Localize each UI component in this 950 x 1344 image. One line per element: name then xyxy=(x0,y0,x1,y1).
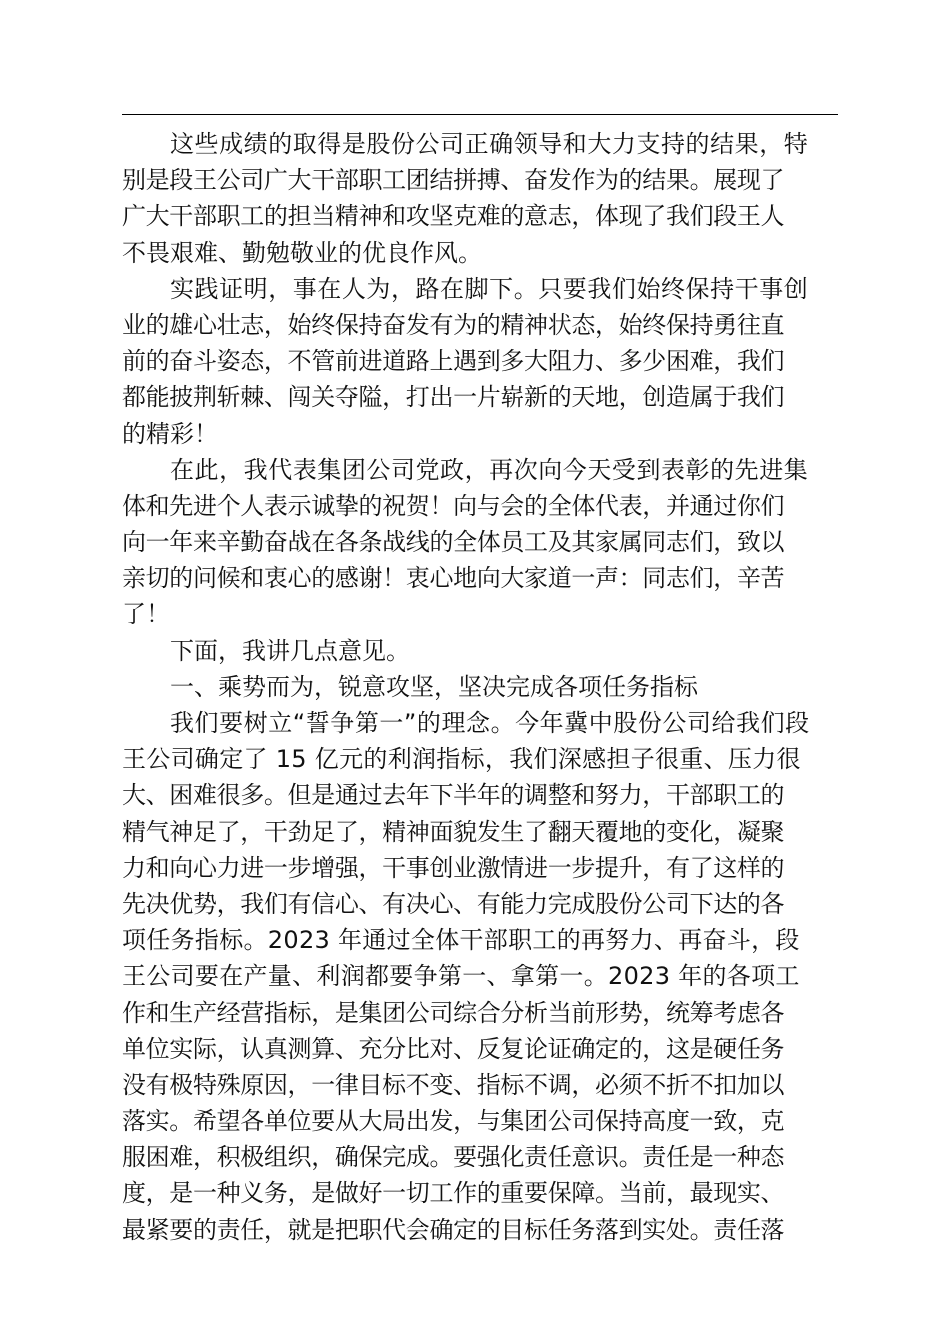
text-line: 的精彩！ xyxy=(122,419,218,448)
text-line: 王公司要在产量、利润都要争第一、拿第一。2023 年的各项工 xyxy=(122,962,800,991)
text-line: 别是段王公司广大干部职工团结拼搏、奋发作为的结果。展现了 xyxy=(122,166,785,195)
text-line: 没有极特殊原因，一律目标不变、指标不调，必须不折不扣加以 xyxy=(122,1070,785,1099)
text-line: 落实。希望各单位要从大局出发，与集团公司保持高度一致，克 xyxy=(122,1107,785,1136)
text-line: 体和先进个人表示诚挚的祝贺！向与会的全体代表，并通过你们 xyxy=(122,491,785,520)
text-line: 服困难，积极组织，确保完成。要强化责任意识。责任是一种态 xyxy=(122,1143,785,1172)
text-line: 业的雄心壮志，始终保持奋发有为的精神状态，始终保持勇往直 xyxy=(122,310,785,339)
text-line: 实践证明，事在人为，路在脚下。只要我们始终保持干事创 xyxy=(170,274,809,303)
text-line: 王公司确定了 15 亿元的利润指标，我们深感担子很重、压力很 xyxy=(122,745,801,774)
text-line: 广大干部职工的担当精神和攻坚克难的意志，体现了我们段王人 xyxy=(122,202,785,231)
body-text xyxy=(122,126,838,1248)
text-line: 向一年来辛勤奋战在各条战线的全体员工及其家属同志们，致以 xyxy=(122,528,785,557)
text-line: 亲切的问候和衷心的感谢！衷心地向大家道一声：同志们，辛苦 xyxy=(122,564,785,593)
text-line: 力和向心力进一步增强，干事创业激情进一步提升，有了这样的 xyxy=(122,853,785,882)
text-line: 精气神足了，干劲足了，精神面貌发生了翻天覆地的变化，凝聚 xyxy=(122,817,785,846)
text-line: 都能披荆斩棘、闯关夺隘，打出一片崭新的天地，创造属于我们 xyxy=(122,383,785,412)
text-line: 不畏艰难、勤勉敬业的优良作风。 xyxy=(122,238,482,267)
text-line: 单位实际，认真测算、充分比对、反复论证确定的，这是硬任务 xyxy=(122,1034,785,1063)
text-line: 这些成绩的取得是股份公司正确领导和大力支持的结果，特 xyxy=(170,130,809,158)
text-line: 先决优势，我们有信心、有决心、有能力完成股份公司下达的各 xyxy=(122,889,785,918)
text-line: 最紧要的责任，就是把职代会确定的目标任务落到实处。责任落 xyxy=(122,1215,785,1244)
header-rule xyxy=(122,114,838,115)
text-line: 在此，我代表集团公司党政，再次向今天受到表彰的先进集 xyxy=(170,455,809,484)
text-line: 度，是一种义务，是做好一切工作的重要保障。当前，最现实、 xyxy=(122,1179,785,1208)
text-line: 我们要树立“誓争第一”的理念。今年冀中股份公司给我们段 xyxy=(170,709,810,737)
text-line: 前的奋斗姿态，不管前进道路上遇到多大阻力、多少困难，我们 xyxy=(122,347,785,376)
text-line: 作和生产经营指标，是集团公司综合分析当前形势，统筹考虑各 xyxy=(122,998,785,1027)
text-line: 一、乘势而为，锐意攻坚，坚决完成各项任务指标 xyxy=(170,672,698,701)
text-line: 项任务指标。2023 年通过全体干部职工的再努力、再奋斗，段 xyxy=(122,926,800,955)
text-line: 大、困难很多。但是通过去年下半年的调整和努力，干部职工的 xyxy=(122,781,785,810)
text-line: 下面，我讲几点意见。 xyxy=(170,636,410,665)
text-line: 了！ xyxy=(122,600,170,629)
